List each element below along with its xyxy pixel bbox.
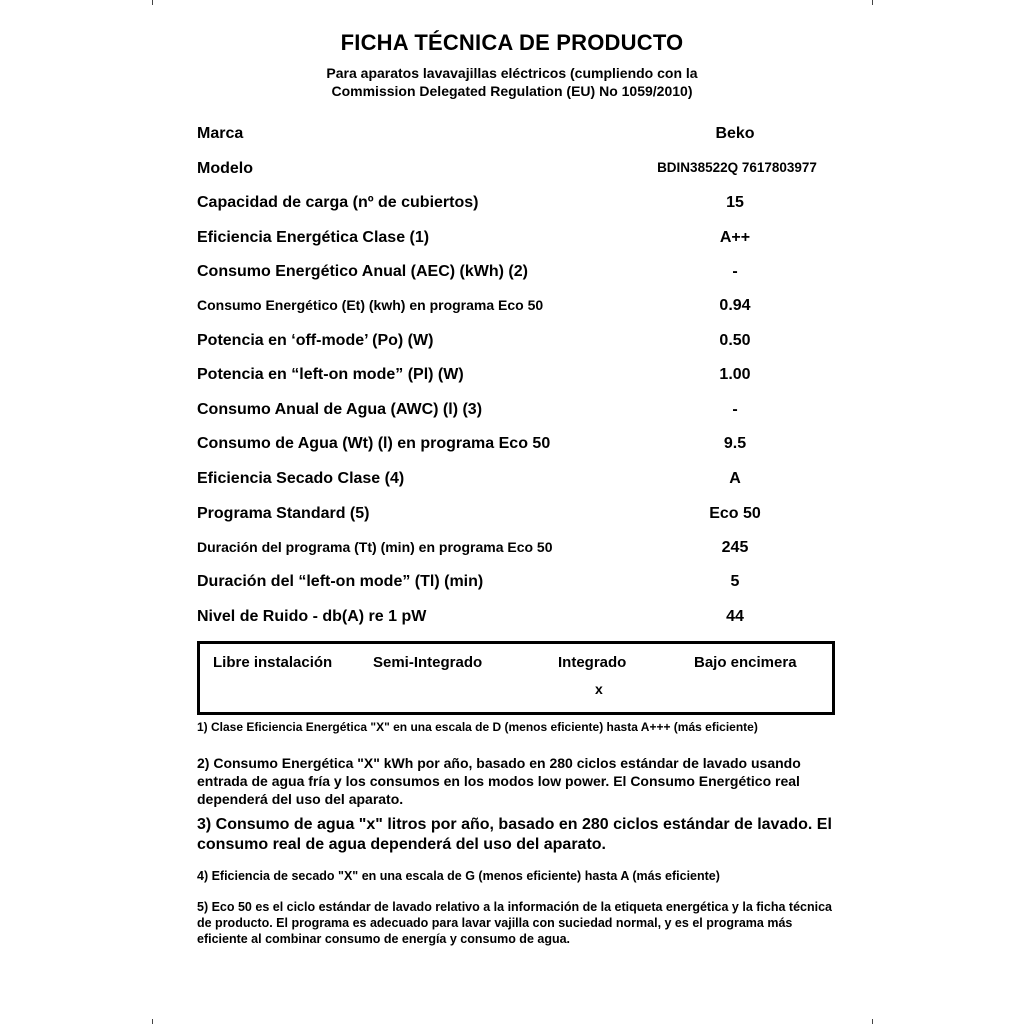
spec-row-secado (197, 470, 837, 492)
installation-bajo-encimera: Bajo encimera (694, 654, 797, 671)
spec-row-duracion-left-on (197, 573, 837, 595)
page-title: FICHA TÉCNICA DE PRODUCTO (340, 30, 684, 55)
spec-value: 245 (721, 539, 749, 556)
spec-label: Nivel de Ruido - db(A) re 1 pW (197, 608, 427, 625)
spec-value: 5 (730, 573, 740, 590)
spec-label: Modelo (197, 160, 253, 177)
spec-label: Potencia en “left-on mode” (Pl) (W) (197, 366, 464, 383)
spec-value: 0.94 (719, 297, 751, 314)
spec-row-awc (197, 401, 837, 423)
spec-row-marca (197, 125, 837, 147)
footnote-5: 5) Eco 50 es el ciclo estándar de lavado relativo a la información de la etiqueta energética y la ficha técnica de producto. El programa es adecuado para lavar vajilla con suciedad normal, y es el programa más eficiente al combinar consumo de energía y consumo de agua. (197, 900, 832, 946)
crop-mark (872, 1019, 873, 1024)
spec-value: BDIN38522Q 7617803977 (657, 160, 817, 175)
spec-label: Marca (197, 125, 244, 142)
crop-mark (152, 0, 153, 5)
spec-value: - (732, 401, 738, 418)
spec-row-aec (197, 263, 837, 285)
spec-row-duracion (197, 539, 837, 561)
subtitle-line-1: Para aparatos lavavajillas eléctricos (cumpliendo con la (326, 65, 698, 81)
installation-libre: Libre instalación (213, 654, 333, 671)
spec-label: Consumo Energético Anual (AEC) (kWh) (2) (197, 263, 528, 280)
spec-row-capacidad (197, 194, 837, 216)
installation-semi-integrado: Semi-Integrado (373, 654, 483, 671)
spec-row-off-mode (197, 332, 837, 354)
footnote-3: 3) Consumo de agua "x" litros por año, basado en 280 ciclos estándar de lavado. El consumo real de agua dependerá del uso del aparato. (197, 816, 832, 853)
installation-type-box (197, 641, 835, 715)
spec-label: Duración del programa (Tt) (min) en programa Eco 50 (197, 539, 553, 555)
spec-row-wt (197, 435, 837, 457)
footnote-4: 4) Eficiencia de secado "X" en una escala de G (menos eficiente) hasta A (más eficiente) (197, 869, 720, 883)
installation-integrado: Integrado (558, 654, 627, 671)
spec-label: Duración del “left-on mode” (Tl) (min) (197, 573, 484, 590)
spec-label: Capacidad de carga (nº de cubiertos) (197, 194, 479, 211)
spec-row-et (197, 297, 837, 319)
subtitle-line-2: Commission Delegated Regulation (EU) No 1059/2010) (331, 83, 693, 99)
spec-label: Eficiencia Secado Clase (4) (197, 470, 405, 487)
spec-value: A (729, 470, 741, 487)
footnote-2: 2) Consumo Energética "X" kWh por año, basado en 280 ciclos estándar de lavado usando entrada de agua fría y los consumos en los modos low power. El Consumo Energético real dependerá del uso del aparato. (197, 755, 801, 807)
spec-label: Consumo Energético (Et) (kwh) en programa Eco 50 (197, 297, 544, 313)
spec-value: - (732, 263, 738, 280)
spec-row-eficiencia-energetica (197, 229, 837, 251)
spec-label: Consumo de Agua (Wt) (l) en programa Eco 50 (197, 435, 551, 452)
spec-row-ruido (197, 608, 837, 630)
spec-value: 1.00 (719, 366, 751, 383)
crop-mark (152, 1019, 153, 1024)
footnote-1: 1) Clase Eficiencia Energética "X" en una escala de D (menos eficiente) hasta A+++ (más eficiente) (197, 720, 758, 734)
spec-label: Consumo Anual de Agua (AWC) (l) (3) (197, 401, 483, 418)
spec-value: 15 (726, 194, 744, 211)
spec-label: Potencia en ‘off-mode’ (Po) (W) (197, 332, 434, 349)
spec-value: 44 (726, 608, 744, 625)
spec-value: 9.5 (723, 435, 747, 452)
installation-selected-mark: x (595, 681, 603, 697)
spec-value: Eco 50 (709, 505, 761, 522)
spec-value: Beko (715, 125, 755, 142)
crop-mark (872, 0, 873, 5)
spec-value: A++ (719, 229, 751, 246)
spec-label: Programa Standard (5) (197, 505, 370, 522)
spec-row-left-on-mode (197, 366, 837, 388)
spec-value: 0.50 (719, 332, 751, 349)
spec-row-modelo (197, 160, 837, 182)
spec-label: Eficiencia Energética Clase (1) (197, 229, 430, 246)
spec-row-programa (197, 505, 837, 527)
